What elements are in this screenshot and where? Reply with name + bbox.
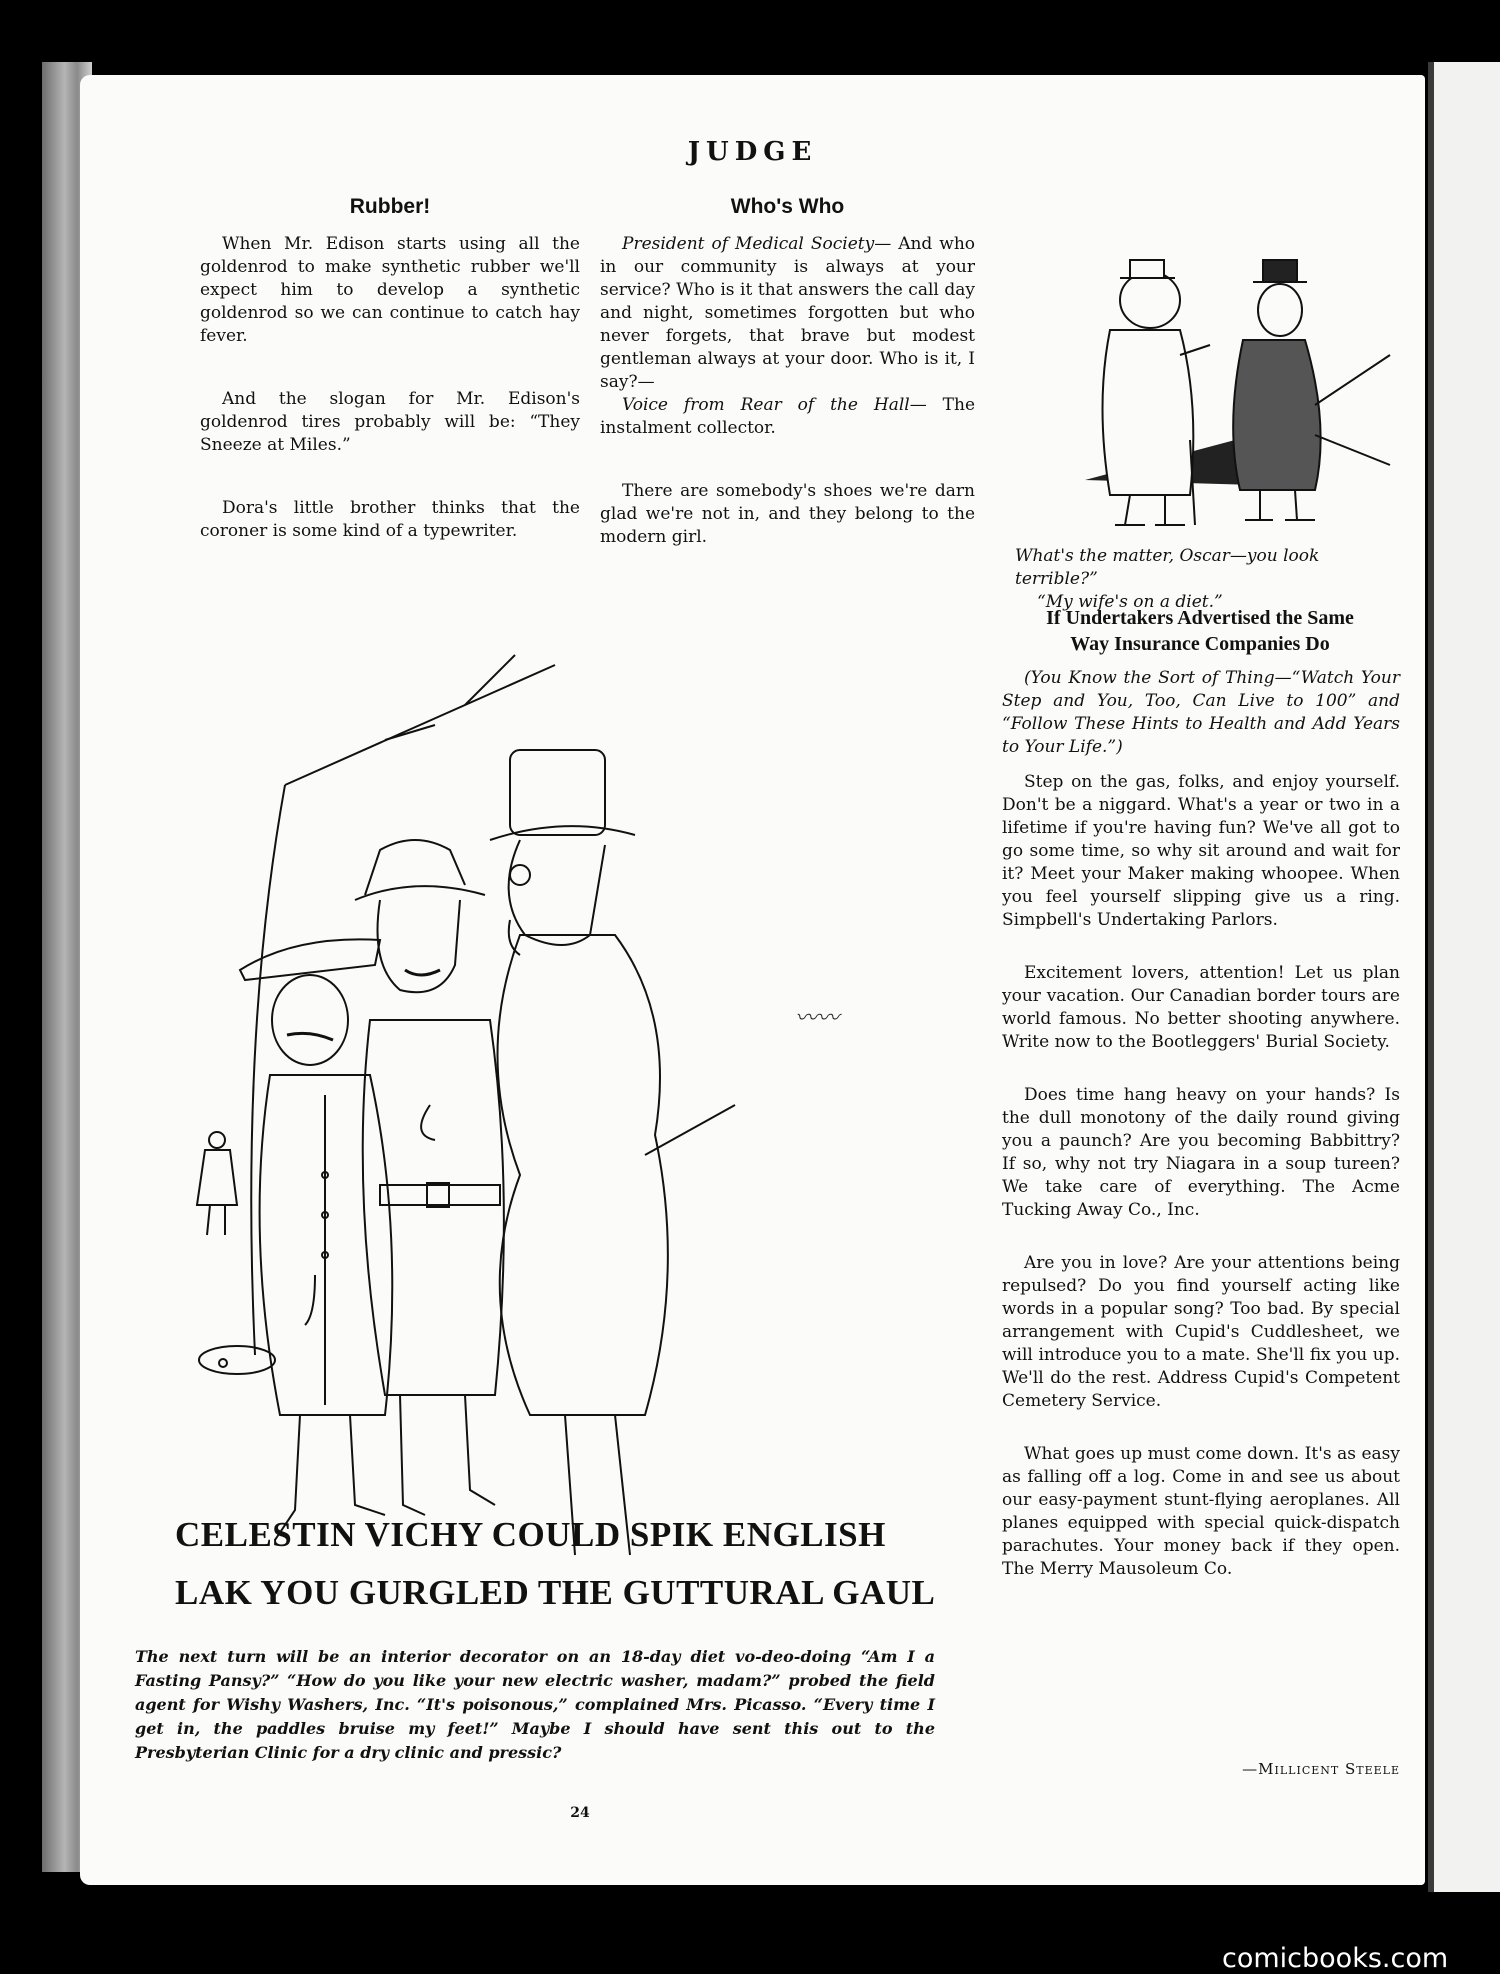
caption-line-1: What's the matter, Oscar—you look terrible?” [1015, 546, 1320, 589]
headline-line-1: CELESTIN VICHY COULD SPIK ENGLISH [175, 1515, 886, 1554]
whos-who-speaker-2: Voice from Rear of the Hall— [622, 395, 927, 415]
main-cartoon-three-men [175, 635, 975, 1565]
whos-who-title: Who's Who [730, 195, 845, 218]
whos-who-text-1: And who in our community is always at your service? Who is it that answers the call day and night, sometimes forgotten but who never forgets, that brave but modest gentleman always at your door. Who is it, I say?— [600, 234, 976, 392]
undertakers-title-line-2: Way Insurance Companies Do [1070, 633, 1330, 655]
undertakers-paragraph-5: What goes up must come down. It's as easy as falling off a log. Come in and see us about our easy-payment stunt-flying aeroplanes. All planes equipped with special quick-dispatch parachutes. Your money back if they open. The Merry Mausoleum Co. [1002, 1444, 1400, 1579]
cartoon-blurb: The next turn will be an interior decorator on an 18-day diet vo-deo-doing “Am I a Fasting Pansy?” “How do you like your new electric washer, madam?” probed the field agent for Wishy Washers, Inc. “It's poisonous,” complained Mrs. Picasso. “Every time I get in, the paddles bruise my feet!” Maybe I should have sent this out to the Presbyterian Clinic for a dry clinic and pressic? [135, 1647, 935, 1762]
adjacent-page-edge [1432, 62, 1500, 1892]
magazine-page [80, 75, 1425, 1885]
undertakers-paragraph-1: Step on the gas, folks, and enjoy yourself. Don't be a niggard. What's a year or two in a lifetime if you're having fun? We've all got to go some time, so why sit around and wait for it? Meet your Maker making whoopee. When you feel yourself slipping give us a ring. Simpbell's Undertaking Parlors. [1002, 772, 1400, 930]
whos-who-text-2: The instalment collector. [600, 395, 976, 438]
undertakers-paragraph-2: Excitement lovers, attention! Let us plan your vacation. Our Canadian border tours are world famous. No better shooting anywhere. Write now to the Bootleggers' Burial Society. [1002, 963, 1400, 1052]
whos-who-speaker-1: President of Medical Society— [622, 234, 892, 254]
rubber-paragraph-1: When Mr. Edison starts using all the goldenrod to make synthetic rubber we'll expect him to develop a synthetic goldenrod so we can continue to catch hay fever. [200, 234, 580, 346]
undertakers-column [1002, 667, 1400, 1581]
whos-who-column [600, 233, 975, 579]
author-signature: —Millicent Steele [1242, 1760, 1400, 1778]
rubber-paragraph-3: Dora's little brother thinks that the coroner is some kind of a typewriter. [200, 498, 580, 541]
watermark: comicbooks.com [1222, 1943, 1449, 1974]
small-cartoon-two-men [1015, 205, 1400, 535]
undertakers-paragraph-4: Are you in love? Are your attentions being repulsed? Do you find yourself acting like words in a popular song? Too bad. By special arrangement with Cupid's Cuddlesheet, we will introduce you to a mate. She'll fix you up. We'll do the rest. Address Cupid's Competent Cemetery Service. [1002, 1253, 1400, 1411]
caption-line-2: “My wife's on a diet.” [1037, 592, 1223, 612]
small-cartoon-caption [1015, 545, 1400, 614]
undertakers-title [995, 605, 1405, 657]
page-number: 24 [570, 1805, 590, 1821]
headline-line-2: LAK YOU GURGLED THE GUTTURAL GAUL [175, 1573, 936, 1612]
rubber-paragraph-2: And the slogan for Mr. Edison's goldenrod tires probably will be: “They Sneeze at Miles.” [200, 389, 580, 455]
undertakers-title-line-1: If Undertakers Advertised the Same [1046, 607, 1354, 629]
undertakers-paragraph-3: Does time hang heavy on your hands? Is the dull monotony of the daily round giving you a paunch? Are you becoming Babbittry? If so, why not try Niagara in a soup tureen? We take care of everything. The Acme Tucking Away Co., Inc. [1002, 1085, 1400, 1220]
artist-signature: 〰〰 [795, 1006, 840, 1031]
page-gutter-shadow [1428, 62, 1434, 1892]
rubber-column [200, 233, 580, 573]
whos-who-extra: There are somebody's shoes we're darn glad we're not in, and they belong to the modern girl. [600, 481, 975, 547]
tree-trunk [251, 785, 285, 1355]
rubber-title: Rubber! [349, 195, 431, 218]
masthead: JUDGE [687, 137, 818, 167]
undertakers-intro: (You Know the Sort of Thing—“Watch Your Step and You, Too, Can Live to 100” and “Follow These Hints to Health and Add Years to Your Life.”) [1002, 668, 1400, 757]
